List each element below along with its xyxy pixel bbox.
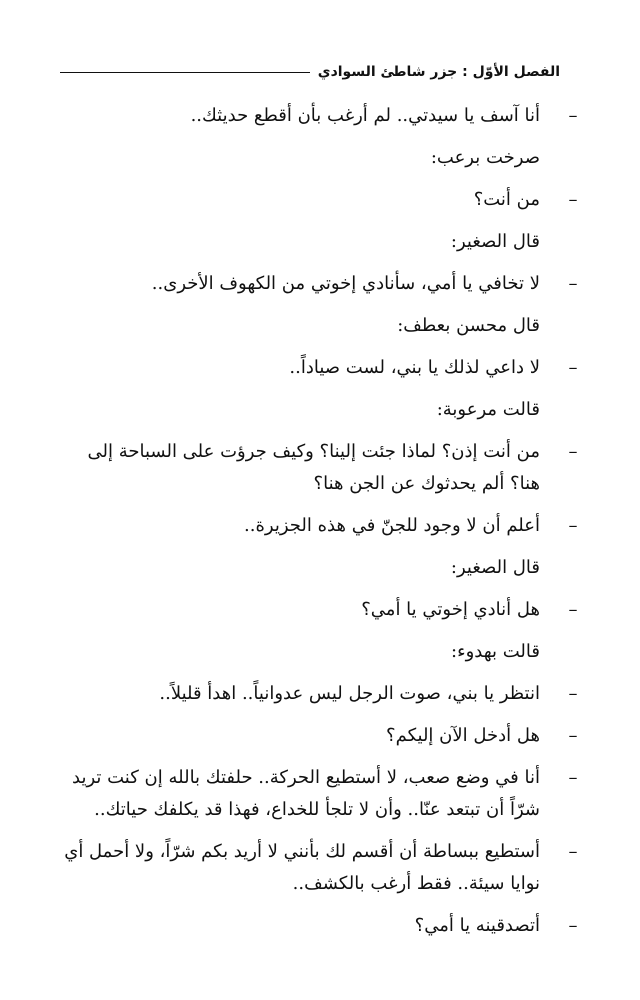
dialogue-dash: – bbox=[568, 189, 578, 210]
dialogue-dash: – bbox=[568, 515, 578, 536]
dialogue-text: لا داعي لذلك يا بني، لست صياداً.. bbox=[289, 357, 540, 378]
dialogue-line bbox=[60, 352, 580, 384]
dialogue-line bbox=[60, 678, 580, 710]
dialogue-text: أتصدقينه يا أمي؟ bbox=[414, 915, 540, 936]
narration-line bbox=[60, 636, 580, 668]
narration-line bbox=[60, 552, 580, 584]
dialogue-text: لا تخافي يا أمي، سأنادي إخوتي من الكهوف الأخرى.. bbox=[151, 273, 540, 294]
narration-text: قال الصغير: bbox=[450, 231, 540, 252]
dialogue-line bbox=[60, 510, 580, 542]
narration-text: قال الصغير: bbox=[450, 557, 540, 578]
dialogue-dash: – bbox=[568, 725, 578, 746]
page-body bbox=[60, 100, 580, 952]
dialogue-dash: – bbox=[568, 915, 578, 936]
narration-text: صرخت برعب: bbox=[430, 147, 540, 168]
narration-line bbox=[60, 394, 580, 426]
dialogue-text: أنا آسف يا سيدتي.. لم أرغب بأن أقطع حديثك.. bbox=[190, 105, 540, 126]
dialogue-text: هل أدخل الآن إليكم؟ bbox=[386, 725, 540, 746]
narration-text: قالت مرعوبة: bbox=[436, 399, 540, 420]
dialogue-line bbox=[60, 836, 580, 900]
dialogue-line bbox=[60, 720, 580, 752]
dialogue-line bbox=[60, 594, 580, 626]
dialogue-text: أستطيع ببساطة أن أقسم لك بأنني لا أريد بكم شرّاً، ولا أحمل أي نوايا سيئة.. فقط أرغب بالكشف.. bbox=[64, 841, 540, 894]
dialogue-line bbox=[60, 268, 580, 300]
dialogue-dash: – bbox=[568, 683, 578, 704]
header-rule bbox=[60, 72, 310, 73]
running-header bbox=[60, 60, 560, 84]
dialogue-dash: – bbox=[568, 599, 578, 620]
dialogue-line bbox=[60, 184, 580, 216]
dialogue-dash: – bbox=[568, 105, 578, 126]
dialogue-text: انتظر يا بني، صوت الرجل ليس عدوانياً.. اهدأ قليلاً.. bbox=[159, 683, 540, 704]
dialogue-text: هل أنادي إخوتي يا أمي؟ bbox=[361, 599, 540, 620]
dialogue-line bbox=[60, 910, 580, 942]
dialogue-text: أنا في وضع صعب، لا أستطيع الحركة.. حلفتك بالله إن كنت تريد شرّاً أن تبتعد عنّا.. وأن لا تلجأ للخداع، فهذا قد يكلفك حياتك.. bbox=[72, 767, 540, 820]
chapter-title: الفصل الأوّل : جزر شاطئ السوادي bbox=[317, 64, 560, 80]
dialogue-dash: – bbox=[568, 841, 578, 862]
narration-line bbox=[60, 310, 580, 342]
dialogue-line bbox=[60, 762, 580, 826]
dialogue-text: من أنت إذن؟ لماذا جئت إلينا؟ وكيف جرؤت على السباحة إلى هنا؟ ألم يحدثوك عن الجن هنا؟ bbox=[87, 441, 540, 494]
dialogue-text: من أنت؟ bbox=[473, 189, 540, 210]
narration-line bbox=[60, 142, 580, 174]
narration-text: قال محسن بعطف: bbox=[397, 315, 540, 336]
dialogue-line bbox=[60, 436, 580, 500]
dialogue-dash: – bbox=[568, 273, 578, 294]
narration-line bbox=[60, 226, 580, 258]
dialogue-text: أعلم أن لا وجود للجنّ في هذه الجزيرة.. bbox=[244, 515, 540, 536]
dialogue-dash: – bbox=[568, 767, 578, 788]
dialogue-line bbox=[60, 100, 580, 132]
dialogue-dash: – bbox=[568, 441, 578, 462]
dialogue-dash: – bbox=[568, 357, 578, 378]
narration-text: قالت بهدوء: bbox=[451, 641, 540, 662]
